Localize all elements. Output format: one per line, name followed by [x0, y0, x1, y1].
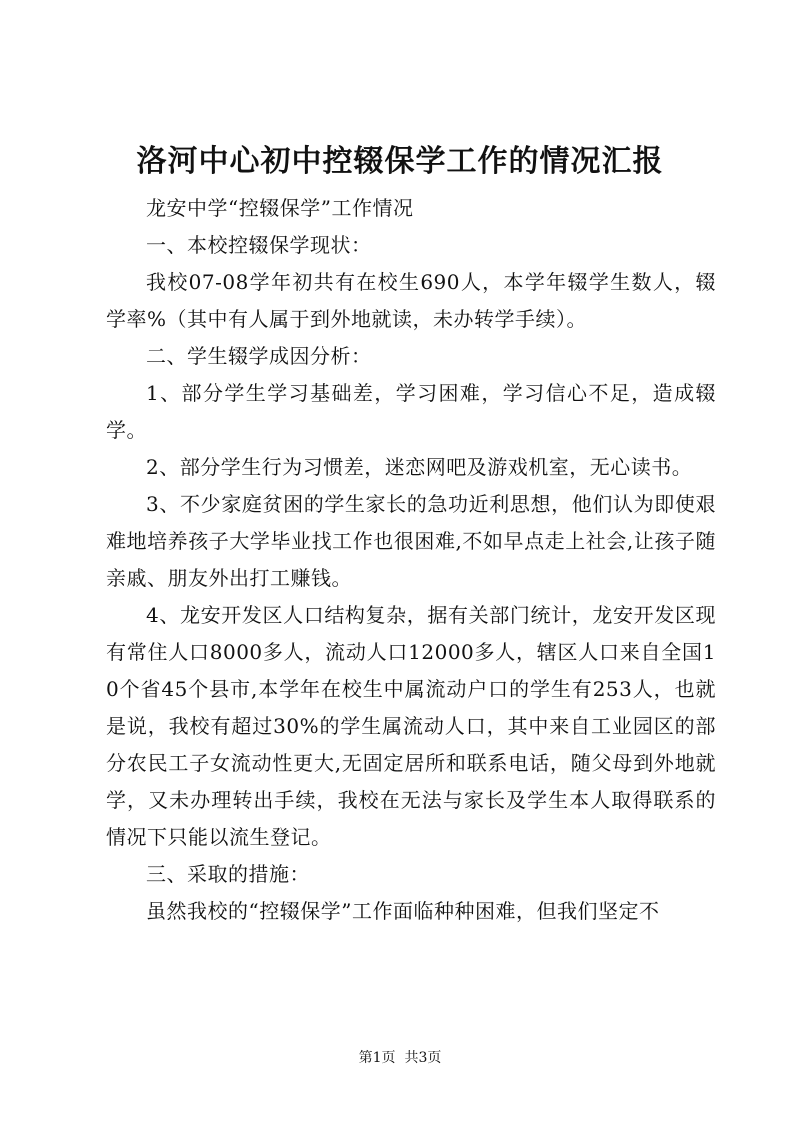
paragraph-cause-1: 1、部分学生学习基础差，学习困难，学习信心不足，造成辍学。 — [106, 381, 716, 442]
paragraph-measures: 虽然我校的“控辍保学”工作面临种种困难，但我们坚定不 — [146, 899, 660, 923]
paragraph-cause-2: 2、部分学生行为习惯差，迷恋网吧及游戏机室，无心读书。 — [146, 455, 693, 479]
page-footer — [0, 1048, 800, 1068]
paragraph-cause-3: 3、不少家庭贫困的学生家长的急功近利思想，他们认为即使艰难地培养孩子大学毕业找工作也很困难,不如早点走上社会,让孩子随亲戚、朋友外出打工赚钱。 — [106, 492, 716, 590]
document-body — [106, 190, 716, 930]
paragraph-current-status: 我校07-08学年初共有在校生690人，本学年辍学生数人，辍学率%（其中有人属于到外地就读，未办转学手续）。 — [106, 270, 716, 331]
page-total: 共3页 — [404, 1050, 442, 1066]
paragraph-section-3-heading: 三、采取的措施： — [146, 862, 310, 886]
page-number: 第1页 — [358, 1050, 396, 1066]
paragraph-subtitle: 龙安中学“控辍保学”工作情况 — [146, 196, 414, 220]
paragraph-section-1-heading: 一、本校控辍保学现状： — [146, 233, 372, 257]
paragraph-section-2-heading: 二、学生辍学成因分析： — [146, 344, 372, 368]
paragraph-cause-4: 4、龙安开发区人口结构复杂，据有关部门统计，龙安开发区现有常住人口8000多人，流动人口12000多人，辖区人口来自全国10个省45个县市,本学年在校生中属流动户口的学生有253人，也就是说，我校有超过30%的学生属流动人口，其中来自工业园区的部分农民工子女流动性更大,无固定居所和联系电话，随父母到外地就学，又未办理转出手续，我校在无法与家长及学生本人取得联系的情况下只能以流生登记。 — [106, 603, 716, 849]
document-title: 洛河中心初中控辍保学工作的情况汇报 — [136, 144, 664, 179]
